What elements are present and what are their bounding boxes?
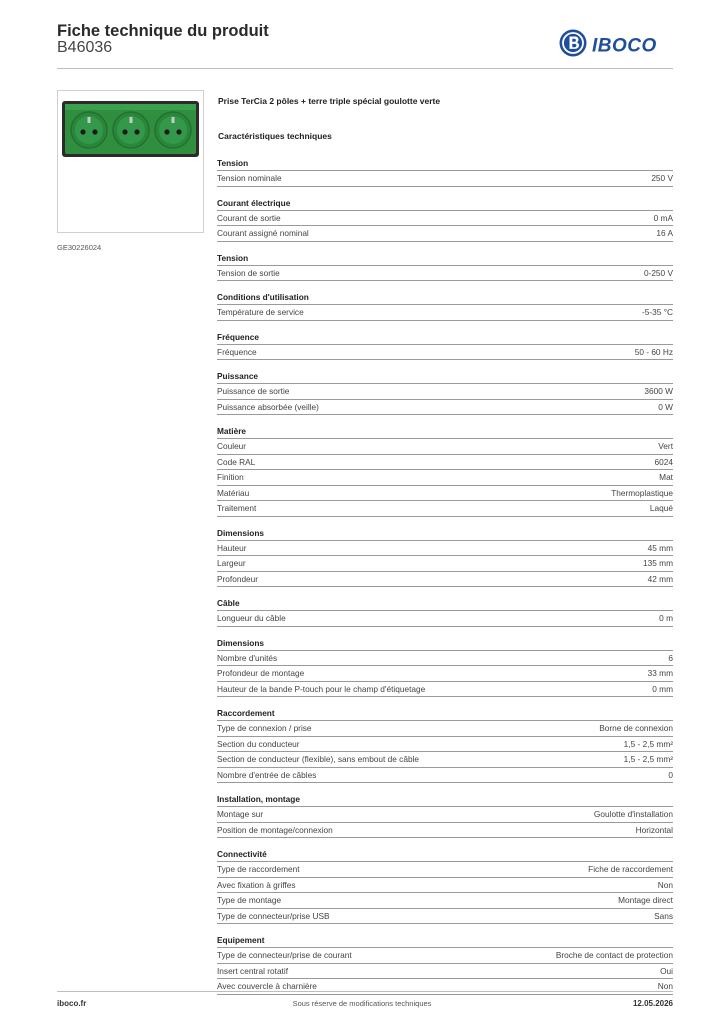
- spec-section-title: Conditions d'utilisation: [217, 292, 309, 302]
- spec-row: [217, 861, 673, 877]
- page-title: Fiche technique du produit: [57, 22, 269, 40]
- spec-row: [217, 892, 673, 908]
- spec-label: Hauteur: [217, 542, 247, 553]
- spec-row: [217, 751, 673, 767]
- spec-value: 3600 W: [644, 386, 673, 396]
- spec-value: 33 mm: [647, 668, 673, 678]
- spec-row: [217, 720, 673, 736]
- spec-value: 1,5 - 2,5 mm²: [623, 754, 673, 764]
- spec-row: [217, 681, 673, 698]
- spec-section-title: Tension: [217, 158, 249, 168]
- spec-value: Mat: [659, 472, 673, 482]
- spec-value: 250 V: [651, 173, 673, 183]
- spec-label: Puissance de sortie: [217, 386, 290, 396]
- spec-label: Largeur: [217, 558, 246, 568]
- spec-value: -5-35 °C: [642, 307, 673, 317]
- spec-label: Courant assigné nominal: [217, 228, 309, 238]
- spec-row: [217, 500, 673, 517]
- spec-label: Avec fixation à griffes: [217, 879, 296, 890]
- spec-label: Type de connexion / prise: [217, 723, 312, 733]
- spec-label: Type de montage: [217, 895, 282, 905]
- spec-label: Traitement: [217, 503, 257, 513]
- spec-label: Profondeur de montage: [217, 668, 305, 678]
- spec-row: [217, 555, 673, 571]
- spec-value: Borne de connexion: [599, 723, 673, 733]
- spec-value: 6024: [654, 456, 673, 467]
- spec-value: Sans: [654, 910, 673, 921]
- spec-row: [217, 540, 673, 556]
- spec-row: [217, 806, 673, 822]
- spec-value: Laqué: [649, 503, 673, 513]
- spec-row: [217, 485, 673, 501]
- spec-row: [217, 210, 673, 226]
- spec-section-title: Raccordement: [217, 708, 275, 718]
- spec-value: 0 mm: [652, 683, 673, 694]
- spec-row: [217, 978, 673, 995]
- spec-section: [217, 196, 673, 242]
- spec-row: [217, 822, 673, 839]
- spec-row: [217, 571, 673, 588]
- spec-label: Longueur du câble: [217, 613, 286, 623]
- spec-value: 0-250 V: [643, 267, 673, 278]
- spec-row: [217, 438, 673, 454]
- spec-section: [217, 330, 673, 361]
- footer-notice: Sous réserve de modifications techniques: [292, 999, 432, 1008]
- spec-row: [217, 767, 673, 784]
- spec-row: [217, 454, 673, 470]
- spec-row: [217, 877, 673, 893]
- spec-value: 45 mm: [647, 542, 673, 553]
- spec-section: [217, 251, 673, 282]
- section-heading: Caractéristiques techniques: [218, 131, 332, 141]
- spec-section-title: Courant électrique: [217, 197, 291, 208]
- spec-value: Oui: [660, 965, 673, 976]
- spec-section: [217, 792, 673, 838]
- spec-section: [217, 369, 673, 415]
- spec-row: [217, 344, 673, 361]
- spec-label: Section du conducteur: [217, 738, 300, 749]
- product-image: [57, 90, 204, 233]
- spec-value: 0 W: [658, 401, 673, 412]
- product-name: Prise TerCia 2 pôles + terre triple spécial goulotte verte: [218, 96, 441, 106]
- spec-value: 135 mm: [643, 558, 673, 568]
- spec-value: Montage direct: [618, 895, 673, 905]
- spec-section: [217, 526, 673, 588]
- iboco-logo: [558, 28, 674, 58]
- spec-label: Nombre d'entrée de câbles: [217, 769, 317, 780]
- specifications-table: [217, 156, 673, 995]
- spec-value: 0 m: [659, 613, 673, 623]
- spec-label: Section de conducteur (flexible), sans embout de câble: [217, 754, 420, 764]
- spec-label: Hauteur de la bande P-touch pour le champ d'étiquetage: [217, 683, 426, 694]
- spec-row: [217, 963, 673, 979]
- spec-label: Type de connecteur/prise USB: [217, 910, 330, 921]
- spec-value: Fiche de raccordement: [588, 864, 673, 874]
- footer-website[interactable]: iboco.fr: [57, 999, 87, 1008]
- spec-section-title: Câble: [217, 598, 240, 608]
- logo-wordmark: IBOCO: [592, 35, 657, 57]
- spec-row: [217, 225, 673, 242]
- spec-row: [217, 610, 673, 627]
- spec-value: 1,5 - 2,5 mm²: [623, 738, 673, 749]
- spec-label: Puissance absorbée (veille): [217, 401, 319, 412]
- product-reference: B46036: [57, 39, 113, 56]
- spec-label: Température de service: [217, 307, 304, 317]
- spec-label: Insert central rotatif: [217, 965, 289, 976]
- footer-divider: [57, 991, 673, 992]
- spec-row: [217, 665, 673, 681]
- spec-section-title: Puissance: [217, 371, 259, 381]
- spec-row: [217, 304, 673, 321]
- spec-section-title: Matière: [217, 426, 247, 436]
- footer-date: 12.05.2026: [632, 999, 673, 1008]
- spec-section-title: Fréquence: [217, 331, 259, 342]
- image-code: GE30226024: [57, 243, 102, 252]
- spec-label: Montage sur: [217, 809, 264, 819]
- spec-value: Horizontal: [635, 824, 673, 835]
- spec-section: [217, 706, 673, 783]
- spec-value: Goulotte d'installation: [593, 809, 673, 819]
- spec-row: [217, 265, 673, 282]
- spec-value: 16 A: [656, 228, 673, 238]
- spec-section-title: Tension: [217, 252, 249, 263]
- spec-row: [217, 736, 673, 752]
- spec-label: Finition: [217, 472, 244, 482]
- spec-value: Vert: [658, 441, 673, 451]
- spec-label: Matériau: [217, 487, 250, 498]
- spec-value: 0: [668, 769, 673, 780]
- spec-section-title: Connectivité: [217, 849, 267, 859]
- spec-section: [217, 290, 673, 321]
- spec-row: [217, 947, 673, 963]
- spec-label: Tension de sortie: [217, 267, 280, 278]
- spec-row: [217, 399, 673, 416]
- spec-value: Thermoplastique: [611, 487, 673, 498]
- spec-label: Couleur: [217, 441, 247, 451]
- spec-section: [217, 636, 673, 698]
- spec-label: Nombre d'unités: [217, 652, 278, 663]
- spec-value: Non: [657, 879, 673, 890]
- spec-section-title: Dimensions: [217, 637, 265, 648]
- spec-section: [217, 424, 673, 517]
- spec-row: [217, 469, 673, 485]
- spec-section: [217, 847, 673, 924]
- spec-row: [217, 170, 673, 187]
- spec-label: Courant de sortie: [217, 212, 281, 223]
- spec-section: [217, 596, 673, 627]
- spec-section: [217, 933, 673, 995]
- spec-section-title: Equipement: [217, 935, 265, 945]
- spec-label: Type de raccordement: [217, 864, 300, 874]
- spec-label: Code RAL: [217, 456, 256, 467]
- spec-label: Fréquence: [217, 346, 257, 357]
- header-divider: [57, 68, 673, 69]
- spec-section-title: Installation, montage: [217, 794, 300, 804]
- spec-label: Profondeur: [217, 573, 259, 584]
- spec-label: Type de connecteur/prise de courant: [217, 950, 352, 960]
- spec-value: Non: [657, 981, 673, 991]
- spec-label: Avec couvercle à charnière: [217, 981, 317, 991]
- spec-section: [217, 156, 673, 187]
- spec-value: Broche de contact de protection: [555, 950, 673, 960]
- spec-row: [217, 908, 673, 925]
- spec-row: [217, 383, 673, 399]
- spec-section-title: Dimensions: [217, 527, 265, 538]
- spec-value: 0 mA: [653, 212, 673, 223]
- spec-label: Tension nominale: [217, 173, 282, 183]
- spec-label: Position de montage/connexion: [217, 824, 333, 835]
- spec-value: 50 - 60 Hz: [634, 346, 673, 357]
- spec-value: 42 mm: [647, 573, 673, 584]
- spec-row: [217, 650, 673, 666]
- spec-value: 6: [668, 652, 673, 663]
